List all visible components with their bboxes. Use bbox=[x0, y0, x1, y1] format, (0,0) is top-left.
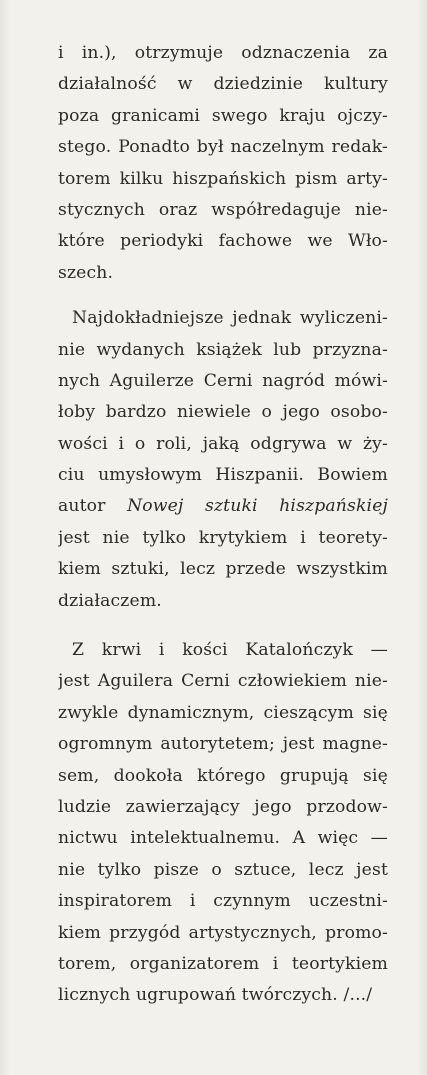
text-line: jest nie tylko krytykiem i teorety- bbox=[58, 527, 388, 548]
text-line: działalność w dziedzinie kultury bbox=[58, 74, 388, 95]
text-line: inspiratorem i czynnym uczestni- bbox=[58, 891, 388, 912]
text-line-with-italic-title bbox=[58, 491, 388, 522]
italic-book-title: Nowej sztuki hiszpańskiej bbox=[127, 496, 388, 517]
text-line: stycznych oraz współredaguje nie- bbox=[58, 199, 388, 220]
text-line: i in.), otrzymuje odznaczenia za bbox=[58, 43, 388, 63]
text-line: Najdokładniejsze jednak wyliczeni- bbox=[72, 308, 388, 329]
paragraph-2 bbox=[58, 303, 388, 617]
text-line: torem kilku hiszpańskich pism arty- bbox=[58, 168, 388, 189]
paragraph-1 bbox=[58, 38, 388, 289]
page-edge-shadow-left bbox=[0, 0, 10, 1075]
page-edge-shadow-right bbox=[417, 0, 427, 1075]
text-line: kiem sztuki, lecz przede wszystkim bbox=[58, 559, 388, 580]
text-line: ludzie zawierzający jego przodow- bbox=[58, 796, 388, 817]
text-line: kiem przygód artystycznych, promo- bbox=[58, 922, 388, 943]
text-line: nictwu intelektualnemu. A więc — bbox=[58, 828, 388, 849]
text-line: szech. bbox=[58, 262, 114, 283]
text-fragment: autor bbox=[58, 496, 128, 517]
paragraph-3 bbox=[58, 635, 388, 1012]
text-line: jest Aguilera Cerni człowiekiem nie- bbox=[58, 671, 388, 692]
text-column bbox=[58, 38, 388, 1012]
text-line: działaczem. bbox=[58, 590, 162, 611]
text-line: poza granicami swego kraju ojczy- bbox=[58, 105, 388, 126]
text-line: zwykle dynamicznym, cieszącym się bbox=[58, 702, 388, 723]
text-line: licznych ugrupowań twórczych. /.../ bbox=[58, 985, 373, 1006]
text-line: sem, dookoła którego grupują się bbox=[58, 765, 388, 786]
text-line: ciu umysłowym Hiszpanii. Bowiem bbox=[58, 465, 388, 486]
text-line: wości i o roli, jaką odgrywa w ży- bbox=[58, 433, 388, 454]
text-line: łoby bardzo niewiele o jego osobo- bbox=[58, 402, 388, 423]
text-line: które periodyki fachowe we Wło- bbox=[58, 231, 388, 252]
text-line: nie wydanych książek lub przyzna- bbox=[58, 339, 388, 360]
text-line: nie tylko pisze o sztuce, lecz jest bbox=[58, 859, 388, 880]
text-line: Z krwi i kości Katalończyk — bbox=[72, 640, 388, 661]
text-line: stego. Ponadto był naczelnym redak- bbox=[58, 137, 388, 158]
text-line: nych Aguilerze Cerni nagród mówi- bbox=[58, 370, 388, 391]
text-line: torem, organizatorem i teortykiem bbox=[58, 953, 388, 974]
text-line: ogromnym autorytetem; jest magne- bbox=[58, 734, 388, 755]
